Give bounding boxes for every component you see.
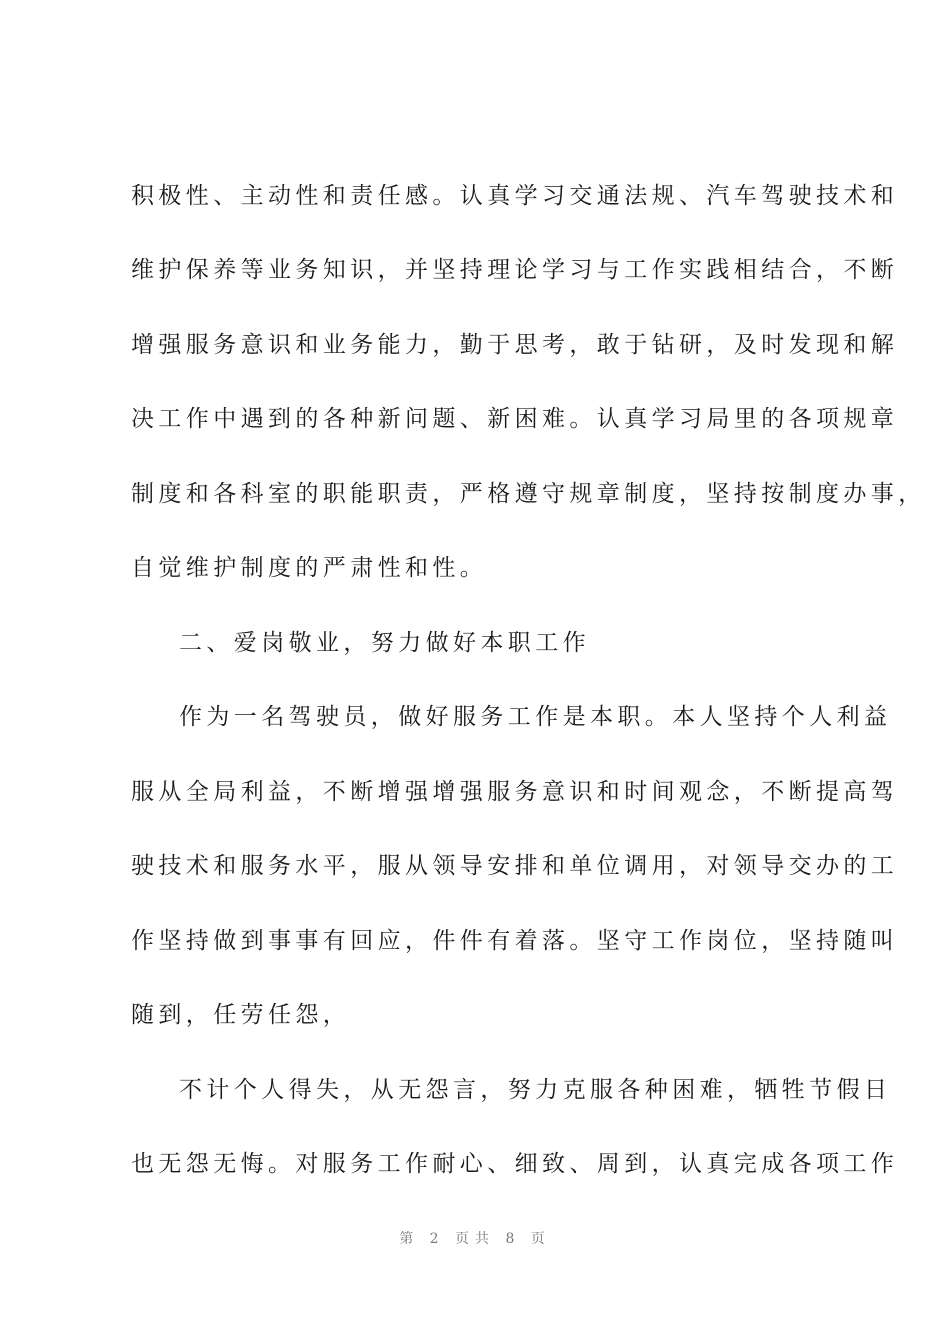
body-text-line: 随到，任劳任怨， (131, 1002, 351, 1028)
body-text-line: 不计个人得失，从无怨言，努力克服各种困难，牺牲节假日 (179, 1077, 892, 1103)
body-text-line: 也无怨无悔。对服务工作耐心、细致、周到，认真完成各项工作 (131, 1151, 899, 1177)
body-text-line: 驶技术和服务水平，服从领导安排和单位调用，对领导交办的工 (131, 853, 899, 879)
section-heading: 二、爱岗敬业，努力做好本职工作 (179, 630, 590, 656)
body-text-line: 作为一名驾驶员，做好服务工作是本职。本人坚持个人利益 (179, 704, 892, 730)
body-text-line: 决工作中遇到的各种新问题、新困难。认真学习局里的各项规章 (131, 406, 899, 432)
body-text-line: 积极性、主动性和责任感。认真学习交通法规、汽车驾驶技术和 (131, 183, 899, 209)
body-text-line: 维护保养等业务知识，并坚持理论学习与工作实践相结合，不断 (131, 257, 899, 283)
body-text-line: 服从全局利益，不断增强增强服务意识和时间观念，不断提高驾 (131, 779, 899, 805)
body-text-line: 自觉维护制度的严肃性和性。 (131, 555, 488, 581)
body-text-line: 作坚持做到事事有回应，件件有着落。坚守工作岗位，坚持随叫 (131, 928, 899, 954)
body-text-line: 增强服务意识和业务能力，勤于思考，敢于钻研，及时发现和解 (131, 332, 899, 358)
page-number-footer: 第 2 页共 8 页 (399, 1231, 551, 1247)
body-text-line: 制度和各科室的职能职责，严格遵守规章制度，坚持按制度办事， (131, 481, 926, 507)
